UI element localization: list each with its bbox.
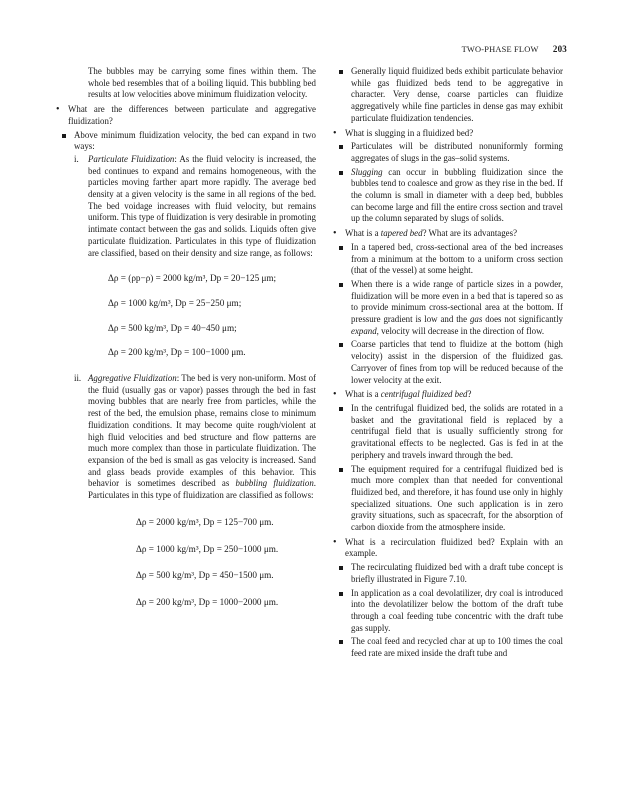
equation: Δρ = 200 kg/m³, Dp = 1000−2000 μm. <box>136 596 279 607</box>
equation: Δρ = 200 kg/m³, Dp = 100−1000 μm. <box>108 347 246 358</box>
equations-aggregative <box>88 517 316 609</box>
roman-item-i <box>54 154 316 359</box>
bullet-tapered-particle-sizes <box>331 279 563 338</box>
term-tapered-bed: tapered bed <box>380 228 423 239</box>
bullet-tapered-coarse-particles: Coarse particles that tend to fluidize at the bottom (high velocity) assist in the dispersion of the fluidized gas. Carryover of fines from top will be reduced because of the lower velocity at the exit. <box>331 339 563 386</box>
term-slugging: Slugging <box>351 166 383 177</box>
running-title: TWO-PHASE FLOW <box>461 45 539 54</box>
item-i-text: : As the fluid velocity is increased, the bed continues to expand and remains homogeneous, with the particles moving farther apart more rapidly. The average bed density at a given velocity is the same in all regions of the bed. The bed voidage increases with fluid velocity, but remains uniform. This type of fluidization is very desirable in promoting intimate contact between the gas and solids. Liquids often give particulate fluidization. Particulates in this type of fluidization are classified, based on their density and size range, as follows: <box>88 153 316 258</box>
term-gas: gas <box>469 314 483 325</box>
question-text: ? What are its advantages? <box>422 228 518 239</box>
question-slugging: • What is slugging in a fluidized bed? <box>331 128 563 140</box>
equations-particulate <box>88 273 316 359</box>
left-column <box>54 66 316 609</box>
bullet-centrifugal-equipment: The equipment required for a centrifugal fluidized bed is much more complex than that needed for conventional fluidized bed, and therefore, it has found use only in highly specialized situations. One such application is in zero gravity situations, such as spacecraft, for the absorption of carbon dioxide from the atmosphere inside. <box>331 464 563 534</box>
bullet-slugging-text: can occur in bubbling fluidization since the bubbles tend to coalesce and grow as they rise in the bed. If the column is small in diameter with a deep bed, bubbles can become large and fill the entire cross section and travel up the column separated by slugs of solids. <box>351 166 563 224</box>
term-bubbling-fluidization: bubbling fluidization <box>235 478 314 489</box>
bullet-slug-aggregates: Particulates will be distributed nonuniformly forming aggregates of slugs in the gas–solid systems. <box>331 141 563 164</box>
term-expand: expand <box>351 325 377 336</box>
roman-numeral-i: i. <box>74 153 79 164</box>
bullet-text: When there is a wide range of particle sizes in a powder, fluidization will be more even in a bed that is tapered so as to provide minimum cross-sectional area at the bottom. If pressure gradient is low and the <box>351 278 563 325</box>
page-number: 203 <box>552 44 567 54</box>
bullet-general-behavior: Generally liquid fluidized beds exhibit particulate behavior while gas fluidized beds tend to be aggregative in character. Very dense, coarse particles can fluidize aggregatively while fine particles in dense gas may exhibit particulate fluidization tendencies. <box>331 66 563 125</box>
equation: Δρ = 1000 kg/m³, Dp = 250−1000 μm. <box>136 543 279 554</box>
bullet-coal-feed-recycle: The coal feed and recycled char at up to 100 times the coal feed rate are mixed inside the draft tube and <box>331 636 563 659</box>
bullet-centrifugal-basket: In the centrifugal fluidized bed, the solids are rotated in a basket and the gravitational field is replaced by a centrifugal field that is usually sufficiently strong for gravitational effects to be neglected. Gas is fed in at the periphery and travels inward through the bed. <box>331 403 563 462</box>
bullet-text: , velocity will decrease in the direction of flow. <box>376 325 545 336</box>
question-particulate-vs-aggregative: • What are the differences between particulate and aggregative fluidization? <box>54 104 316 127</box>
bullet-tapered-area: In a tapered bed, cross-sectional area of the bed increases from a minimum at the bottom to a uniform cross section (that of the vessel) at some height. <box>331 242 563 277</box>
question-recirculation-bed: • What is a recirculation fluidized bed? Explain with an example. <box>331 537 563 560</box>
right-column <box>331 66 563 660</box>
intro-paragraph: The bubbles may be carrying some fines within them. The whole bed resembles that of a boiling liquid. This bubbling bed results at low velocities above minimum fluidization velocity. <box>88 66 316 100</box>
bullet-text: does not significantly <box>482 314 563 325</box>
question-tapered-bed <box>331 228 563 240</box>
bullet-coal-devolatilizer: In application as a coal devolatilizer, dry coal is introduced into the devolatilizer below the bottom of the draft tube through a coal feeding tube concentric with the draft tube gas supply. <box>331 588 563 635</box>
term-particulate-fluidization: Particulate Fluidization <box>88 153 175 164</box>
term-aggregative-fluidization: Aggregative Fluidization <box>88 373 177 384</box>
item-ii-text-a: : The bed is very non-uniform. Most of the fluid (usually gas or vapor) passes through the bed in fast moving bubbles that are nearly free from particles, while the rest of the bed, the emulsion phase, remains close to minimum fluidization conditions. It may become quite rough/violent at high fluid velocities and bed structure and flow patterns are much more complex than those in particulate fluidization. The expansion of the bed is small as gas velocity is increased. Sand and glass beads provide examples of this behavior. This behavior is sometimes described as <box>88 373 317 489</box>
bullet-slugging-coalesce <box>331 167 563 226</box>
roman-item-ii <box>54 373 316 609</box>
question-text: What is a <box>345 389 381 400</box>
equation: Δρ = 1000 kg/m³, Dp = 25−250 μm; <box>108 297 242 308</box>
item-ii-text-b: . Particulates in this type of fluidization are classified as follows: <box>88 478 316 501</box>
question-centrifugal-bed <box>331 389 563 401</box>
equation: Δρ = (ρp−ρ) = 2000 kg/m³, Dp = 20−125 μm; <box>108 273 277 284</box>
page-header <box>462 44 567 54</box>
equation: Δρ = 2000 kg/m³, Dp = 125−700 μm. <box>136 516 274 527</box>
equation: Δρ = 500 kg/m³, Dp = 40−450 μm; <box>108 322 237 333</box>
bullet-recirculating-draft-tube: The recirculating fluidized bed with a draft tube concept is briefly illustrated in Figure 7.10. <box>331 562 563 585</box>
equation: Δρ = 500 kg/m³, Dp = 450−1500 μm. <box>136 570 274 581</box>
bullet-expand-two-ways: Above minimum fluidization velocity, the bed can expand in two ways: <box>54 130 316 153</box>
roman-numeral-ii: ii. <box>74 373 82 384</box>
question-text: ? <box>467 389 472 400</box>
term-centrifugal-fluidized-bed: centrifugal fluidized bed <box>380 389 468 400</box>
question-text: What is a <box>345 228 381 239</box>
